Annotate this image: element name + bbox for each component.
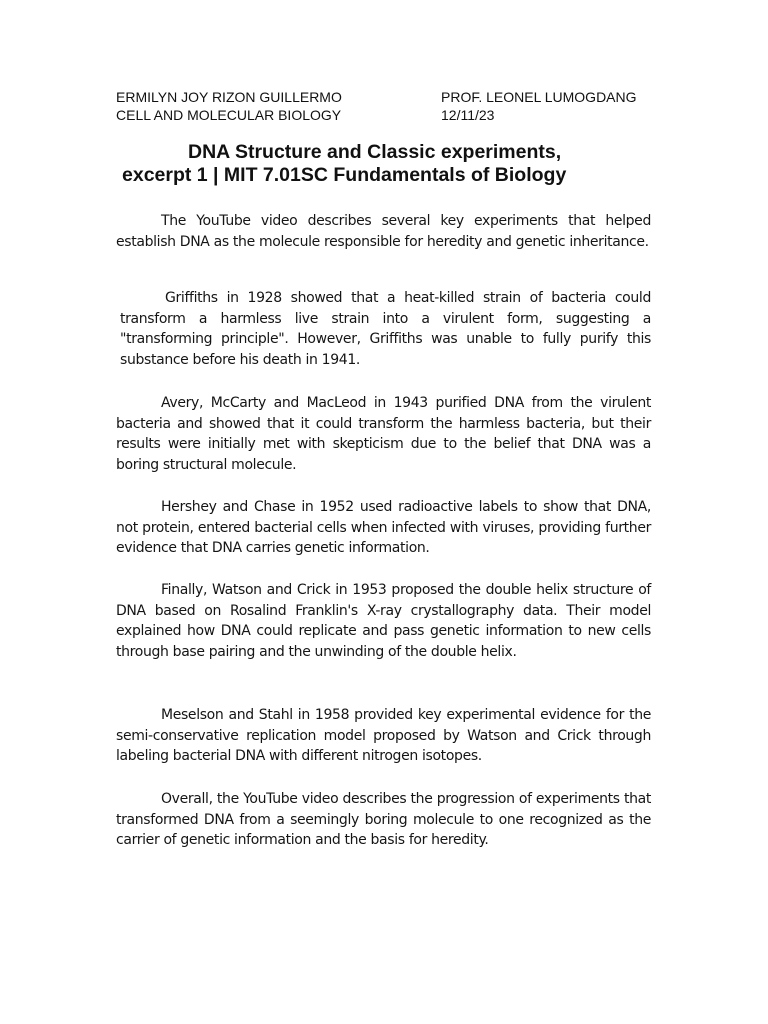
paragraph-text: Overall, the YouTube video describes the progression of experiments that transformed DNA from a seemingly boring molecule to one recognized as the carrier of genetic information and the basis for heredity.	[116, 791, 651, 849]
paragraph-conclusion	[116, 789, 651, 851]
paragraph-hershey-chase	[116, 497, 651, 559]
paragraph-text: Meselson and Stahl in 1958 provided key experimental evidence for the semi-conservative replication model proposed by Watson and Crick through labeling bacterial DNA with different nitrogen isotopes.	[116, 707, 651, 765]
title-line-1: DNA Structure and Classic experiments,	[188, 141, 562, 163]
title-line-2: excerpt 1 | MIT 7.01SC Fundamentals of Biology	[122, 164, 567, 186]
professor-name: PROF. LEONEL LUMOGDANG	[441, 89, 637, 105]
paragraph-watson-crick	[116, 580, 651, 662]
paragraph-avery	[116, 393, 651, 475]
author-name: ERMILYN JOY RIZON GUILLERMO	[116, 89, 342, 105]
paragraph-text: Hershey and Chase in 1952 used radioactive labels to show that DNA, not protein, entered bacterial cells when infected with viruses, providing further evidence that DNA carries genetic information.	[116, 499, 651, 557]
paragraph-intro	[116, 211, 651, 252]
header-left-column	[116, 88, 342, 124]
paragraph-text: Avery, McCarty and MacLeod in 1943 purified DNA from the virulent bacteria and showed that it could transform the harmless bacteria, but their results were initially met with skepticism due to the belief that DNA was a boring structural molecule.	[116, 395, 651, 473]
paragraph-text: Finally, Watson and Crick in 1953 proposed the double helix structure of DNA based on Rosalind Franklin's X-ray crystallography data. Their model explained how DNA could replicate and pass genetic information to new cells through base pairing and the unwinding of the double helix.	[116, 582, 651, 660]
document-date: 12/11/23	[441, 107, 495, 123]
paragraph-text: Griffiths in 1928 showed that a heat-killed strain of bacteria could transform a harmless live strain into a virulent form, suggesting a "transforming principle". However, Griffiths was unable to fully purify this substance before his death in 1941.	[120, 290, 651, 368]
header-right-column	[441, 88, 637, 124]
course-name: CELL AND MOLECULAR BIOLOGY	[116, 107, 342, 123]
paragraph-griffiths	[120, 288, 651, 370]
paragraph-text: The YouTube video describes several key experiments that helped establish DNA as the molecule responsible for heredity and genetic inheritance.	[116, 213, 651, 250]
paragraph-meselson-stahl	[116, 705, 651, 767]
